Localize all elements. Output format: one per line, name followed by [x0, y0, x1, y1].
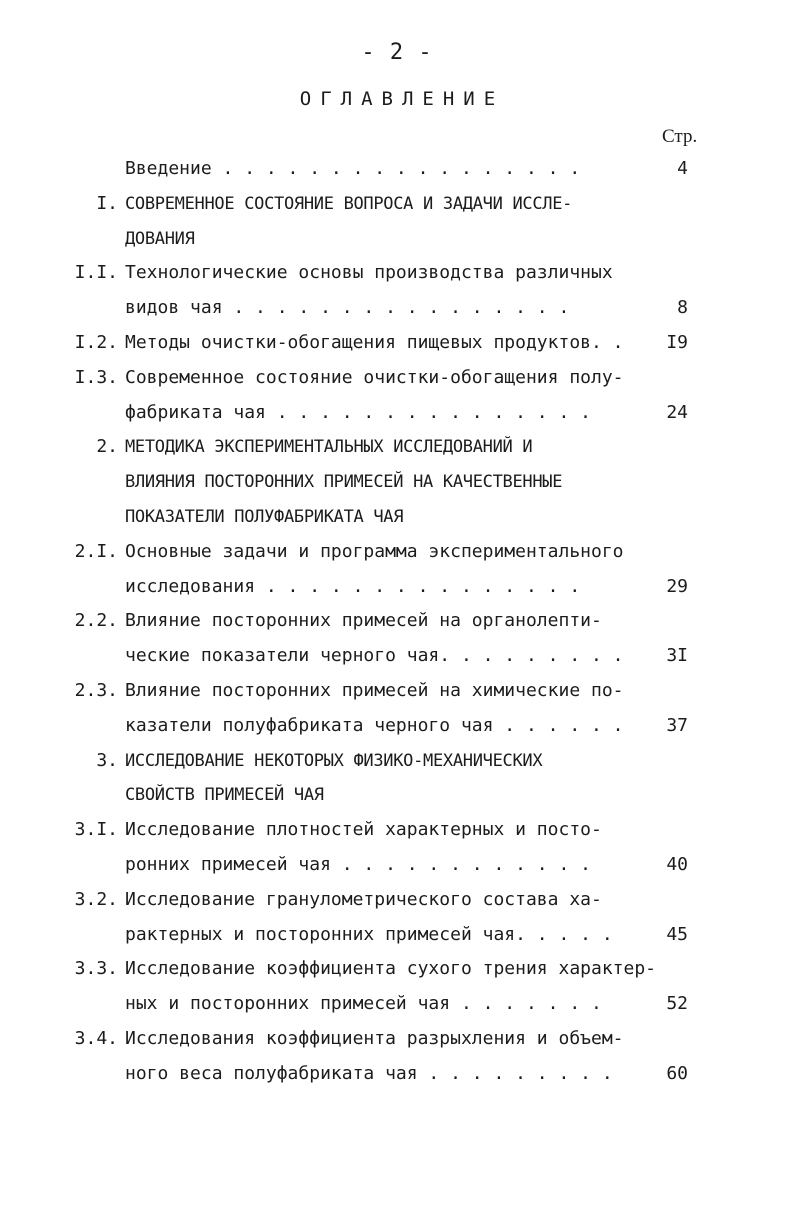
toc-entry-title-line: ИССЛЕДОВАНИЕ НЕКОТОРЫХ ФИЗИКО-МЕХАНИЧЕСКИХ: [125, 750, 543, 771]
page-column-label: Стр.: [662, 126, 698, 147]
toc-entry-number: 3.3.: [74, 958, 118, 980]
toc-entry-number: I.: [96, 192, 118, 214]
toc-entry-title-line: фабриката чая . . . . . . . . . . . . . . .: [125, 401, 591, 423]
toc-entry-title-line: ДОВАНИЯ: [125, 228, 195, 249]
toc-entry-title-line: Влияние посторонних примесей на химические по-: [125, 680, 624, 701]
toc-entry-page: 3I: [666, 645, 688, 667]
toc-entry-page: 37: [666, 714, 688, 736]
toc-entry-number: 2.I.: [74, 540, 118, 562]
toc-entry-page: 24: [666, 401, 688, 423]
toc-entry-title-line: Исследование плотностей характерных и посто-: [125, 819, 602, 841]
toc-entry-title-line: ных и посторонних примесей чая . . . . . . .: [125, 993, 602, 1015]
toc-entry-title-line: ческие показатели черного чая. . . . . . . . .: [125, 645, 624, 667]
contents-heading: ОГЛАВЛЕНИЕ: [299, 88, 505, 110]
toc-entry-title-line: Исследования коэффициента разрыхления и объем-: [125, 1028, 624, 1049]
toc-entry-title-line: ВЛИЯНИЯ ПОСТОРОННИХ ПРИМЕСЕЙ НА КАЧЕСТВЕННЫЕ: [125, 472, 563, 493]
toc-entry-number: 2.: [96, 436, 118, 458]
toc-entry-title-line: ронних примесей чая . . . . . . . . . . . .: [125, 854, 591, 875]
toc-entry-title-line: рактерных и посторонних примесей чая. . . . .: [125, 923, 613, 945]
toc-entry-number: 3.: [96, 749, 118, 771]
toc-entry-number: I.3.: [74, 366, 118, 388]
toc-entry-page: 52: [666, 993, 688, 1015]
toc-entry-number: 3.2.: [74, 888, 118, 910]
page-number: - 2 -: [361, 40, 433, 65]
toc-entry-number: 3.I.: [74, 819, 118, 841]
toc-entry-page: I9: [666, 332, 688, 353]
toc-entry-title-line: Введение . . . . . . . . . . . . . . . . .: [125, 158, 581, 179]
toc-entry-page: 8: [677, 297, 688, 319]
toc-entry-number: I.2.: [74, 332, 118, 353]
toc-entry-page: 40: [666, 854, 688, 875]
toc-entry-page: 4: [677, 158, 688, 179]
toc-entry-title-line: Технологические основы производства различных: [125, 262, 613, 284]
toc-entry-title-line: видов чая . . . . . . . . . . . . . . . .: [125, 297, 570, 319]
toc-entry-page: 29: [666, 575, 688, 597]
toc-entry-title-line: Методы очистки-обогащения пищевых продуктов. .: [125, 332, 624, 353]
toc-entry-number: 3.4.: [74, 1028, 118, 1049]
toc-entry-page: 60: [666, 1062, 688, 1084]
toc-entry-title-line: Исследование гранулометрического состава ха-: [125, 888, 602, 910]
toc-entry-title-line: Исследование коэффициента сухого трения характер-: [125, 958, 657, 980]
toc-entry-title-line: казатели полуфабриката черного чая . . . . . .: [125, 714, 624, 736]
toc-entry-title-line: МЕТОДИКА ЭКСПЕРИМЕНТАЛЬНЫХ ИССЛЕДОВАНИЙ И: [125, 437, 533, 458]
toc-entry-title-line: ПОКАЗАТЕЛИ ПОЛУФАБРИКАТА ЧАЯ: [125, 507, 404, 527]
toc-entry-title-line: Влияние посторонних примесей на органолепти-: [125, 610, 602, 632]
toc-entry-title-line: СОВРЕМЕННОЕ СОСТОЯНИЕ ВОПРОСА И ЗАДАЧИ ИССЛЕ-: [125, 193, 573, 214]
toc-entry-title-line: Основные задачи и программа экспериментального: [125, 540, 624, 562]
toc-entry-title-line: ного веса полуфабриката чая . . . . . . . . .: [125, 1062, 613, 1084]
toc-entry-number: I.I.: [74, 262, 118, 284]
toc-entry-page: 45: [666, 923, 688, 945]
toc-entry-title-line: СВОЙСТВ ПРИМЕСЕЙ ЧАЯ: [125, 785, 324, 806]
toc-entry-number: 2.2.: [74, 610, 118, 632]
toc-entry-title-line: исследования . . . . . . . . . . . . . . .: [125, 575, 581, 597]
toc-entry-title-line: Современное состояние очистки-обогащения полу-: [125, 366, 624, 388]
toc-entry-number: 2.3.: [74, 680, 118, 701]
